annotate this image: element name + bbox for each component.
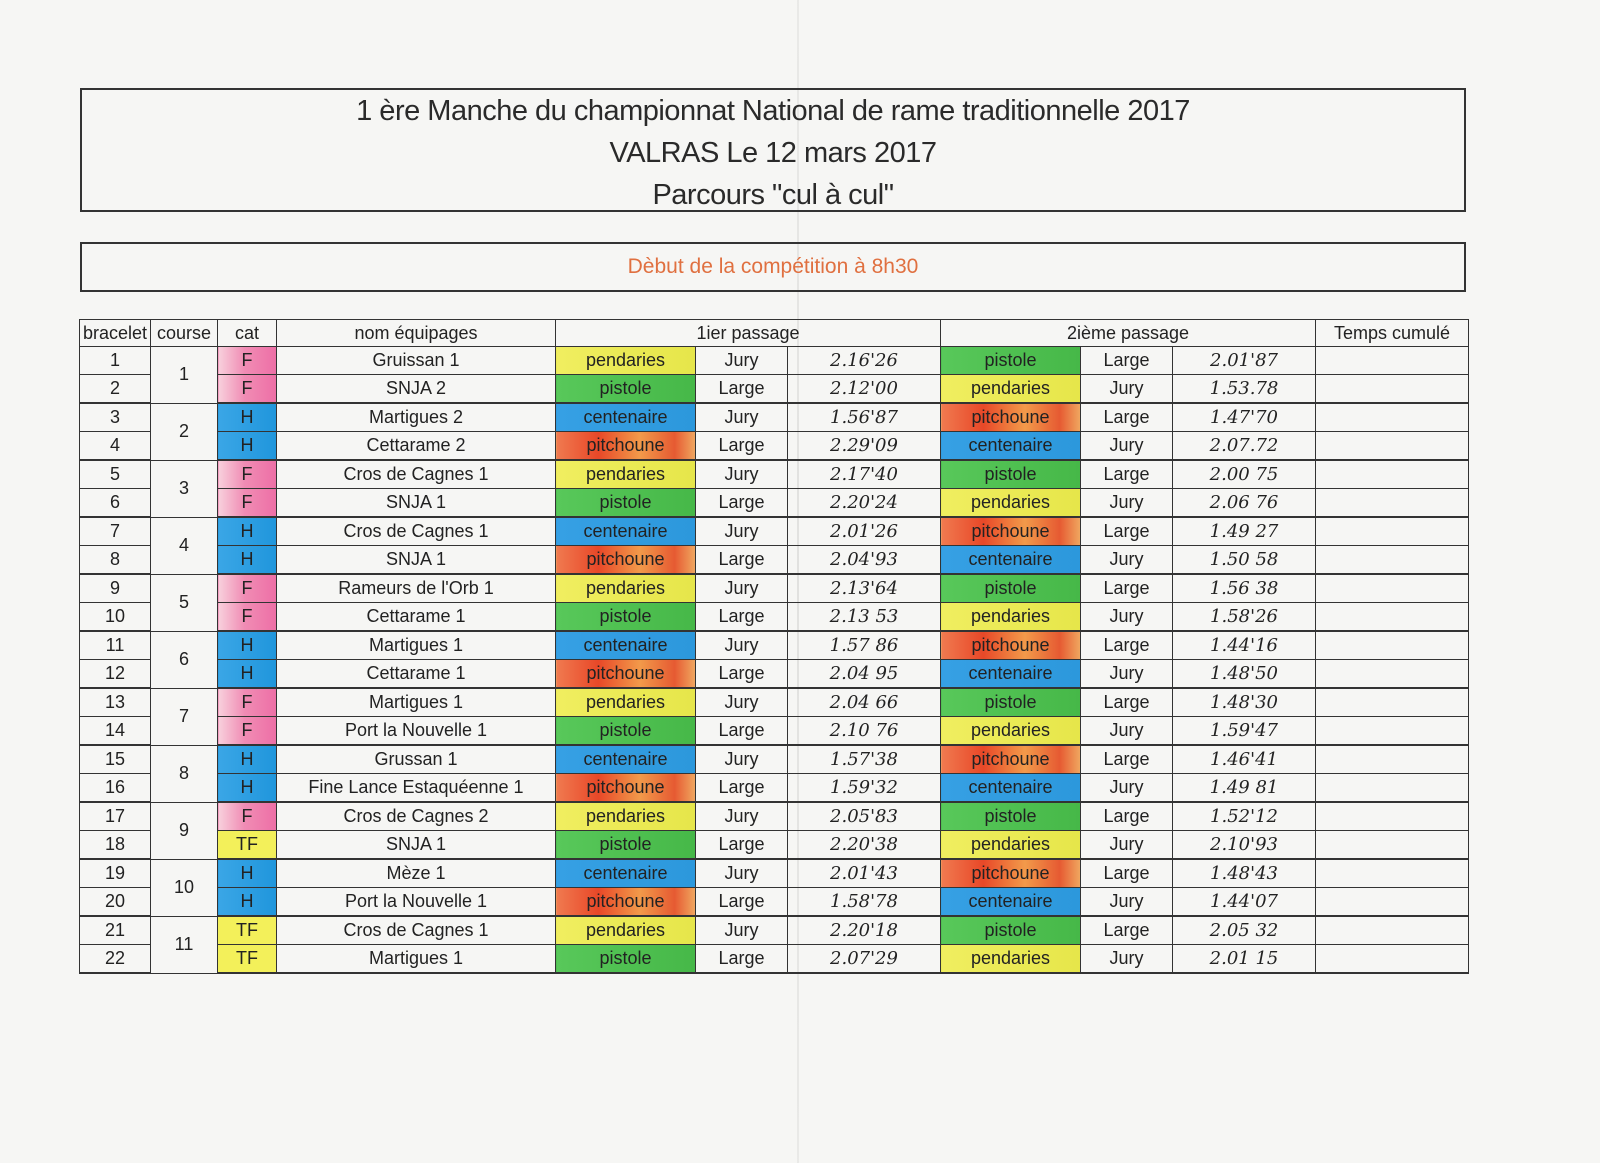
boat-cell-pass1: pendaries [556, 916, 696, 945]
total-time-cell [1316, 802, 1469, 831]
time-cell-pass2: 1.56 38 [1173, 574, 1316, 603]
side-cell-pass1: Large [696, 774, 788, 803]
time-cell-pass1: 2.16'26 [788, 347, 941, 375]
side-cell-pass2: Large [1081, 631, 1173, 660]
title-line-1: 1 ère Manche du championnat National de rame traditionnelle 2017 [356, 95, 1190, 127]
team-name-cell: Grussan 1 [277, 745, 556, 774]
bracelet-cell: 5 [80, 460, 151, 489]
boat-cell-pass2: pistole [941, 802, 1081, 831]
team-name-cell: Martigues 1 [277, 688, 556, 717]
boat-cell-pass2: centenaire [941, 774, 1081, 803]
category-cell: TF [218, 945, 277, 974]
table-row [80, 631, 1469, 660]
side-cell-pass2: Jury [1081, 603, 1173, 632]
time-cell-pass2: 1.59'47 [1173, 717, 1316, 746]
time-cell-pass2: 1.48'50 [1173, 660, 1316, 689]
side-cell-pass2: Jury [1081, 489, 1173, 518]
category-cell: H [218, 517, 277, 546]
total-time-cell [1316, 631, 1469, 660]
time-cell-pass2: 1.44'07 [1173, 888, 1316, 917]
total-time-cell [1316, 603, 1469, 632]
side-cell-pass1: Jury [696, 745, 788, 774]
time-cell-pass1: 2.20'38 [788, 831, 941, 860]
course-cell: 10 [151, 859, 218, 916]
time-cell-pass1: 2.29'09 [788, 432, 941, 461]
boat-cell-pass1: centenaire [556, 403, 696, 432]
category-cell: F [218, 802, 277, 831]
category-cell: F [218, 574, 277, 603]
course-cell: 4 [151, 517, 218, 574]
boat-cell-pass2: centenaire [941, 546, 1081, 575]
time-cell-pass2: 1.46'41 [1173, 745, 1316, 774]
side-cell-pass2: Jury [1081, 774, 1173, 803]
table-row [80, 688, 1469, 717]
time-cell-pass1: 1.58'78 [788, 888, 941, 917]
team-name-cell: Martigues 1 [277, 945, 556, 974]
table-row [80, 802, 1469, 831]
boat-cell-pass2: centenaire [941, 432, 1081, 461]
boat-cell-pass2: pistole [941, 688, 1081, 717]
time-cell-pass2: 2.06 76 [1173, 489, 1316, 518]
category-cell: H [218, 660, 277, 689]
side-cell-pass2: Large [1081, 460, 1173, 489]
boat-cell-pass1: pistole [556, 831, 696, 860]
side-cell-pass2: Large [1081, 916, 1173, 945]
boat-cell-pass2: pendaries [941, 375, 1081, 404]
time-cell-pass2: 1.49 27 [1173, 517, 1316, 546]
course-cell: 7 [151, 688, 218, 745]
side-cell-pass1: Large [696, 945, 788, 974]
side-cell-pass2: Large [1081, 517, 1173, 546]
boat-cell-pass2: pendaries [941, 489, 1081, 518]
team-name-cell: SNJA 1 [277, 489, 556, 518]
boat-cell-pass2: pendaries [941, 603, 1081, 632]
course-cell: 8 [151, 745, 218, 802]
table-row [80, 546, 1469, 575]
side-cell-pass1: Large [696, 888, 788, 917]
table-row [80, 831, 1469, 860]
time-cell-pass1: 2.12'00 [788, 375, 941, 404]
total-time-cell [1316, 888, 1469, 917]
time-cell-pass1: 1.57'38 [788, 745, 941, 774]
time-cell-pass1: 2.04 95 [788, 660, 941, 689]
side-cell-pass1: Jury [696, 403, 788, 432]
header-row [80, 320, 1469, 347]
bracelet-cell: 13 [80, 688, 151, 717]
category-cell: H [218, 403, 277, 432]
bracelet-cell: 11 [80, 631, 151, 660]
course-cell: 1 [151, 347, 218, 404]
side-cell-pass1: Large [696, 660, 788, 689]
team-name-cell: Martigues 1 [277, 631, 556, 660]
table-row [80, 660, 1469, 689]
bracelet-cell: 15 [80, 745, 151, 774]
total-time-cell [1316, 745, 1469, 774]
bracelet-cell: 9 [80, 574, 151, 603]
time-cell-pass2: 1.52'12 [1173, 802, 1316, 831]
side-cell-pass1: Large [696, 603, 788, 632]
boat-cell-pass2: pendaries [941, 717, 1081, 746]
total-time-cell [1316, 916, 1469, 945]
side-cell-pass1: Large [696, 546, 788, 575]
side-cell-pass2: Large [1081, 688, 1173, 717]
boat-cell-pass1: pendaries [556, 347, 696, 375]
boat-cell-pass2: pitchoune [941, 859, 1081, 888]
category-cell: H [218, 745, 277, 774]
time-cell-pass2: 1.53.78 [1173, 375, 1316, 404]
bracelet-cell: 6 [80, 489, 151, 518]
boat-cell-pass2: pitchoune [941, 403, 1081, 432]
side-cell-pass2: Large [1081, 403, 1173, 432]
time-cell-pass1: 2.13'64 [788, 574, 941, 603]
start-notice: Dèbut de la compétition à 8h30 [627, 255, 919, 278]
bracelet-cell: 1 [80, 347, 151, 375]
time-cell-pass2: 1.48'43 [1173, 859, 1316, 888]
side-cell-pass1: Large [696, 831, 788, 860]
bracelet-cell: 20 [80, 888, 151, 917]
category-cell: TF [218, 831, 277, 860]
table-row [80, 460, 1469, 489]
bracelet-cell: 7 [80, 517, 151, 546]
time-cell-pass1: 2.10 76 [788, 717, 941, 746]
time-cell-pass1: 2.13 53 [788, 603, 941, 632]
category-cell: TF [218, 916, 277, 945]
side-cell-pass2: Jury [1081, 945, 1173, 974]
time-cell-pass1: 2.01'43 [788, 859, 941, 888]
time-cell-pass1: 2.17'40 [788, 460, 941, 489]
team-name-cell: Fine Lance Estaquéenne 1 [277, 774, 556, 803]
team-name-cell: Cros de Cagnes 2 [277, 802, 556, 831]
table-row [80, 916, 1469, 945]
table-row [80, 859, 1469, 888]
team-name-cell: SNJA 2 [277, 375, 556, 404]
boat-cell-pass1: centenaire [556, 745, 696, 774]
total-time-cell [1316, 831, 1469, 860]
team-name-cell: Rameurs de l'Orb 1 [277, 574, 556, 603]
team-name-cell: Martigues 2 [277, 403, 556, 432]
boat-cell-pass1: pendaries [556, 460, 696, 489]
bracelet-cell: 21 [80, 916, 151, 945]
boat-cell-pass2: pistole [941, 460, 1081, 489]
bracelet-cell: 22 [80, 945, 151, 974]
col-bracelet: bracelet [80, 320, 151, 347]
side-cell-pass1: Large [696, 489, 788, 518]
side-cell-pass1: Large [696, 432, 788, 461]
boat-cell-pass2: pistole [941, 347, 1081, 375]
course-cell: 3 [151, 460, 218, 517]
table-row [80, 574, 1469, 603]
title-box [80, 88, 1466, 212]
category-cell: H [218, 432, 277, 461]
bracelet-cell: 10 [80, 603, 151, 632]
time-cell-pass1: 2.20'18 [788, 916, 941, 945]
side-cell-pass2: Large [1081, 347, 1173, 375]
side-cell-pass1: Jury [696, 802, 788, 831]
boat-cell-pass2: pendaries [941, 945, 1081, 974]
time-cell-pass1: 1.59'32 [788, 774, 941, 803]
side-cell-pass1: Large [696, 375, 788, 404]
total-time-cell [1316, 945, 1469, 974]
start-notice-box [80, 242, 1466, 292]
team-name-cell: Cettarame 2 [277, 432, 556, 461]
side-cell-pass2: Large [1081, 745, 1173, 774]
team-name-cell: Mèze 1 [277, 859, 556, 888]
boat-cell-pass2: pistole [941, 574, 1081, 603]
side-cell-pass1: Jury [696, 859, 788, 888]
side-cell-pass2: Large [1081, 574, 1173, 603]
boat-cell-pass2: centenaire [941, 660, 1081, 689]
table-row [80, 517, 1469, 546]
bracelet-cell: 19 [80, 859, 151, 888]
course-cell: 11 [151, 916, 218, 973]
table-row [80, 432, 1469, 461]
category-cell: F [218, 603, 277, 632]
table-row [80, 745, 1469, 774]
boat-cell-pass2: pitchoune [941, 745, 1081, 774]
time-cell-pass2: 1.49 81 [1173, 774, 1316, 803]
boat-cell-pass1: pitchoune [556, 432, 696, 461]
table-row [80, 888, 1469, 917]
time-cell-pass1: 2.01'26 [788, 517, 941, 546]
col-course: course [151, 320, 218, 347]
boat-cell-pass2: pitchoune [941, 517, 1081, 546]
table-row [80, 403, 1469, 432]
total-time-cell [1316, 403, 1469, 432]
table-row [80, 603, 1469, 632]
time-cell-pass2: 2.05 32 [1173, 916, 1316, 945]
side-cell-pass2: Jury [1081, 432, 1173, 461]
bracelet-cell: 4 [80, 432, 151, 461]
boat-cell-pass1: pitchoune [556, 660, 696, 689]
boat-cell-pass1: pistole [556, 945, 696, 974]
time-cell-pass2: 2.07.72 [1173, 432, 1316, 461]
side-cell-pass1: Jury [696, 916, 788, 945]
team-name-cell: SNJA 1 [277, 546, 556, 575]
col-pass2: 2ième passage [941, 320, 1316, 347]
boat-cell-pass1: pistole [556, 375, 696, 404]
bracelet-cell: 18 [80, 831, 151, 860]
time-cell-pass1: 2.05'83 [788, 802, 941, 831]
side-cell-pass2: Jury [1081, 717, 1173, 746]
time-cell-pass1: 2.20'24 [788, 489, 941, 518]
boat-cell-pass1: pistole [556, 603, 696, 632]
course-cell: 5 [151, 574, 218, 631]
time-cell-pass2: 2.01 15 [1173, 945, 1316, 974]
side-cell-pass1: Jury [696, 347, 788, 375]
team-name-cell: Cros de Cagnes 1 [277, 517, 556, 546]
time-cell-pass1: 1.56'87 [788, 403, 941, 432]
bracelet-cell: 16 [80, 774, 151, 803]
time-cell-pass2: 1.58'26 [1173, 603, 1316, 632]
time-cell-pass2: 2.00 75 [1173, 460, 1316, 489]
boat-cell-pass1: pitchoune [556, 546, 696, 575]
boat-cell-pass1: pistole [556, 717, 696, 746]
total-time-cell [1316, 717, 1469, 746]
time-cell-pass2: 2.10'93 [1173, 831, 1316, 860]
time-cell-pass1: 1.57 86 [788, 631, 941, 660]
time-cell-pass2: 1.44'16 [1173, 631, 1316, 660]
bracelet-cell: 8 [80, 546, 151, 575]
team-name-cell: Cettarame 1 [277, 660, 556, 689]
total-time-cell [1316, 660, 1469, 689]
total-time-cell [1316, 774, 1469, 803]
team-name-cell: Port la Nouvelle 1 [277, 888, 556, 917]
boat-cell-pass1: pendaries [556, 688, 696, 717]
col-cat: cat [218, 320, 277, 347]
category-cell: H [218, 631, 277, 660]
side-cell-pass1: Large [696, 717, 788, 746]
course-cell: 9 [151, 802, 218, 859]
time-cell-pass1: 2.04'93 [788, 546, 941, 575]
side-cell-pass2: Jury [1081, 375, 1173, 404]
category-cell: F [218, 375, 277, 404]
boat-cell-pass1: pendaries [556, 574, 696, 603]
category-cell: F [218, 688, 277, 717]
team-name-cell: Cettarame 1 [277, 603, 556, 632]
side-cell-pass2: Large [1081, 802, 1173, 831]
col-pass1: 1ier passage [556, 320, 941, 347]
table-row [80, 489, 1469, 518]
table-row [80, 375, 1469, 404]
course-cell: 6 [151, 631, 218, 688]
results-body [80, 347, 1469, 974]
side-cell-pass1: Jury [696, 460, 788, 489]
category-cell: H [218, 546, 277, 575]
boat-cell-pass1: pistole [556, 489, 696, 518]
boat-cell-pass2: pitchoune [941, 631, 1081, 660]
side-cell-pass1: Jury [696, 517, 788, 546]
boat-cell-pass2: centenaire [941, 888, 1081, 917]
category-cell: F [218, 460, 277, 489]
bracelet-cell: 3 [80, 403, 151, 432]
side-cell-pass2: Jury [1081, 660, 1173, 689]
side-cell-pass2: Jury [1081, 546, 1173, 575]
time-cell-pass2: 1.47'70 [1173, 403, 1316, 432]
table-row [80, 717, 1469, 746]
side-cell-pass1: Jury [696, 631, 788, 660]
boat-cell-pass2: pendaries [941, 831, 1081, 860]
total-time-cell [1316, 460, 1469, 489]
boat-cell-pass1: pendaries [556, 802, 696, 831]
time-cell-pass1: 2.04 66 [788, 688, 941, 717]
bracelet-cell: 12 [80, 660, 151, 689]
col-total: Temps cumulé [1316, 320, 1469, 347]
col-team: nom équipages [277, 320, 556, 347]
team-name-cell: Gruissan 1 [277, 347, 556, 375]
table-row [80, 347, 1469, 375]
boat-cell-pass2: pistole [941, 916, 1081, 945]
total-time-cell [1316, 489, 1469, 518]
team-name-cell: Port la Nouvelle 1 [277, 717, 556, 746]
total-time-cell [1316, 375, 1469, 404]
boat-cell-pass1: centenaire [556, 631, 696, 660]
time-cell-pass2: 1.50 58 [1173, 546, 1316, 575]
category-cell: H [218, 859, 277, 888]
time-cell-pass2: 2.01'87 [1173, 347, 1316, 375]
total-time-cell [1316, 546, 1469, 575]
bracelet-cell: 17 [80, 802, 151, 831]
bracelet-cell: 2 [80, 375, 151, 404]
table-row [80, 774, 1469, 803]
side-cell-pass2: Jury [1081, 888, 1173, 917]
team-name-cell: Cros de Cagnes 1 [277, 916, 556, 945]
table-row [80, 945, 1469, 974]
total-time-cell [1316, 688, 1469, 717]
course-cell: 2 [151, 403, 218, 460]
side-cell-pass1: Jury [696, 688, 788, 717]
total-time-cell [1316, 517, 1469, 546]
boat-cell-pass1: pitchoune [556, 888, 696, 917]
team-name-cell: SNJA 1 [277, 831, 556, 860]
category-cell: F [218, 489, 277, 518]
time-cell-pass1: 2.07'29 [788, 945, 941, 974]
time-cell-pass2: 1.48'30 [1173, 688, 1316, 717]
results-table [79, 319, 1469, 974]
category-cell: H [218, 774, 277, 803]
bracelet-cell: 14 [80, 717, 151, 746]
title-line-3: Parcours "cul à cul" [652, 179, 894, 211]
side-cell-pass2: Jury [1081, 831, 1173, 860]
total-time-cell [1316, 347, 1469, 375]
side-cell-pass2: Large [1081, 859, 1173, 888]
team-name-cell: Cros de Cagnes 1 [277, 460, 556, 489]
category-cell: F [218, 717, 277, 746]
boat-cell-pass1: centenaire [556, 859, 696, 888]
title-line-2: VALRAS Le 12 mars 2017 [609, 137, 937, 169]
total-time-cell [1316, 859, 1469, 888]
category-cell: H [218, 888, 277, 917]
boat-cell-pass1: pitchoune [556, 774, 696, 803]
total-time-cell [1316, 432, 1469, 461]
total-time-cell [1316, 574, 1469, 603]
side-cell-pass1: Jury [696, 574, 788, 603]
category-cell: F [218, 347, 277, 375]
boat-cell-pass1: centenaire [556, 517, 696, 546]
